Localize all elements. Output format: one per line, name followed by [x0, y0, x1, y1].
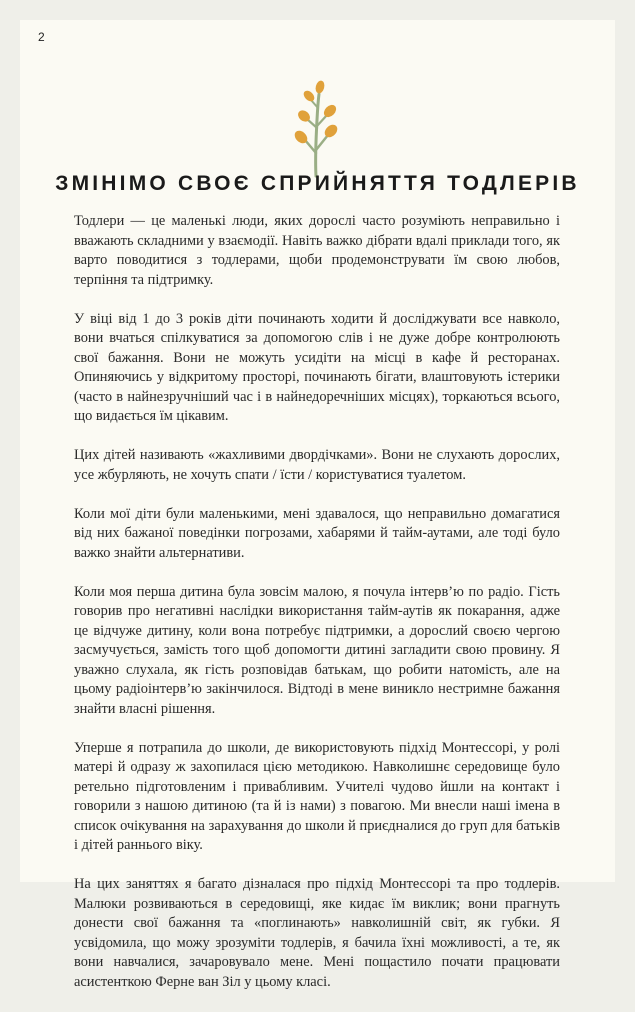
paragraph: Тодлери — це маленькі люди, яких дорослі часто розуміють неправильно і вважають складними у взаємодії. Навіть важко дібрати вдалі приклади того, як варто поводитися з тодлерами, щоби продемонструвати їм свою любов, терпіння та підтримку.	[74, 213, 560, 288]
paragraph: На цих заняттях я багато дізналася про підхід Монтессорі та про тодлерів. Малюки розвиваються в середовищі, яке кидає їм виклик; вони прагнуть донести свої бажання та «поглинають» навколишній світ, як губки. Я усвідомила, що можу зрозуміти тодлерів, я бачила їхні можливості, а те, як вони навчалися, зачаровувало мене. Мені пощастило почати працювати асистенткою Ферне ван Зіл у цьому класі.	[74, 876, 560, 990]
paragraph: Уперше я потрапила до школи, де використовують підхід Монтессорі, у ролі матері й одразу ж захопилася цією методикою. Навколишнє середовище було ретельно підготовленим і привабливим. Учителі чудово йшли на контакт і говорили з нашою дитиною (та й із нами) з повагою. Ми внесли наші імена в список очікування на зарахування до школи й приєдналися до груп для батьків і дітей раннього віку.	[74, 739, 560, 853]
sprig-icon	[285, 78, 345, 178]
paragraph: Цих дітей називають «жахливими двордічками». Вони не слухають дорослих, усе жбурляють, не хочуть спати / їсти / користуватися туалетом.	[74, 447, 560, 483]
sprig-stem	[305, 94, 328, 176]
chapter-title: ЗМІНІМО СВОЄ СПРИЙНЯТТЯ ТОДЛЕРІВ	[55, 172, 580, 195]
book-page	[20, 20, 615, 990]
body-text	[74, 212, 560, 1012]
page-number: 2	[38, 30, 45, 44]
paragraph: Коли моя перша дитина була зовсім малою, я почула інтерв’ю по радіо. Гість говорив про негативні наслідки використання тайм-аутів як покарання, адже це відчуже дитину, коли вона потребує підтримки, а дорослий своєю чергою засмучується, замість того щоб допомогти дитині загладити свою провину. Я уважно слухала, як гість розповідав батькам, що робити натомість, але на цьому радіоінтерв’ю закінчилося. Відтоді в мене виникло нестримне бажання знайти власні рішення.	[74, 583, 560, 717]
paragraph: У віці від 1 до 3 років діти починають ходити й досліджувати все навколо, вони вчаться спілкуватися за допомогою слів і не дуже добре контролюють свої бажання. Вони не можуть усидіти на місці в кафе й ресторанах. Опиняючись у відкритому просторі, починають бігати, влаштовують істерики (часто в найнезручніший час і в найнедоречніших місцях), торкаються всього, що видається їм цікавим.	[74, 310, 560, 424]
paragraph: Коли мої діти були маленькими, мені здавалося, що неправильно домагатися від них бажаної поведінки погрозами, хабарями й тайм-аутами, але тоді було важко знайти альтернативи.	[74, 505, 560, 561]
